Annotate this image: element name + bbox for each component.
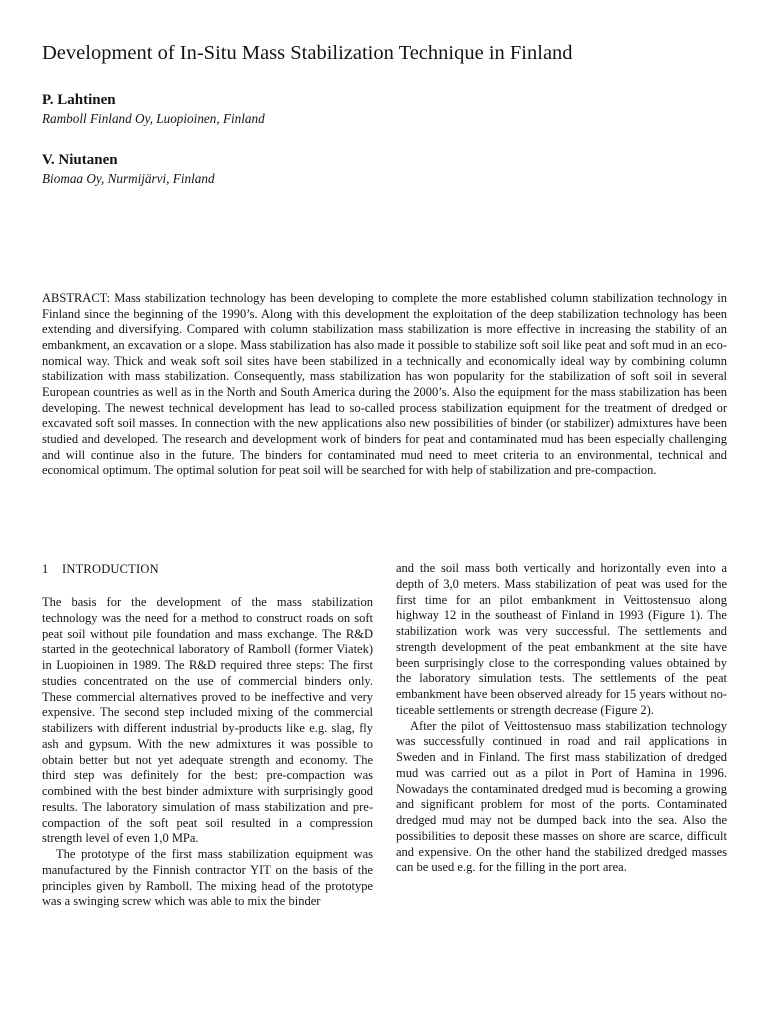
author-affiliation: Biomaa Oy, Nurmijärvi, Finland — [42, 171, 215, 186]
body-paragraph: and the soil mass both vertically and horizontally even into a depth of 3,0 meters. Mass stabilization of peat was used for the first time for an pilot embankment in Veittostensuo along highway 12 in the southeast of Finland in 1993 (Figure 1). The stabilization work was very successful. The settlements and strength development of the peat embankment at the site have been surprisingly close to the corresponding values obtained by the laboratory simulation tests. The settlements of the peat embankment have been observed already for 15 years without noticeable settlements or strength decrease (Figure 2). — [396, 561, 727, 717]
author-name: P. Lahtinen — [42, 92, 116, 108]
right-column — [396, 561, 727, 876]
body-paragraph: The basis for the development of the mass stabilization technology was the need for a method to construct roads on soft peat soil without pile foundation and mass exchange. The R&D started in the geotechnical laboratory of Ramboll (former Viatek) in Luopioinen in 1989. The R&D required three steps: The first studies concentrated on the use of commercial binders only. These commercial alternatives proved to be ineffective and very expensive. The second step included mixing of the commercial stabilizers with different industrial by-products like e.g. slag, fly ash and gypsum. With the new admixtures it was possible to obtain better but not yet adequate strength and economy. The third step was definitely for the best: pre-compaction was combined with the best binder admixture with surprisingly good results. The laboratory simulation of mass stabilization and pre-compaction of the soft peat soil resulted in a compression strength level of even 1,0 MPa. — [42, 595, 373, 846]
body-paragraph: The prototype of the first mass stabilization equipment was manufactured by the Finnish contractor YIT on the basis of the principles given by Ramboll. The mixing head of the prototype was a swinging screw which was able to mix the binder — [42, 847, 373, 909]
paper-title: Development of In-Situ Mass Stabilization Technique in Finland — [42, 42, 573, 64]
section-heading — [42, 561, 373, 577]
body-paragraph: After the pilot of Veittostensuo mass stabilization technology was successfully continued in road and rail applications in Sweden and in Finland. The first mass stabilization of dredged mud was carried out as a pilot in Port of Hamina in 1996. Nowadays the contaminated dredged mud is becoming a growing and significant problem for most of the ports. Contaminated dredged mud may not be dumped back into the sea. Also the possibilities to deposit these masses on shore are scarce, difficult and expensive. On the other hand the stabilized dredged masses can be used e.g. for the filling in the port area. — [396, 718, 727, 875]
author-name: V. Niutanen — [42, 152, 118, 168]
author-block — [42, 91, 642, 127]
left-column — [42, 561, 373, 910]
abstract-text: ABSTRACT: Mass stabilization technology has been developing to complete the more established column stabilization technology in Finland since the beginning of the 1990’s. Along with this development the exploitation of the deep stabilization technology has been extending and diversifying. Compared with column stabilization mass stabilization is more effective in increasing the stability of an embankment, an excavation or a slope. Mass stabilization has also made it possible to stabilize soft soil like peat and soft mud in an economical way. Thick and weak soft soil sites have been stabilized in a technically and economically ideal way by combining column stabilization with mass stabilization. Consequently, mass stabilization has won popularity for the stabilization of soft soil in several European countries as well as in the North and South America during the 2000’s. Also the equipment for the mass stabilization has been developing. The newest technical development has lead to so-called process stabilization equipment for the treatment of dredged or excavated soft soil masses. In connection with the new applications also new possibilities of binder (or stabilizer) admixtures have been studied and developed. The research and development work of binders for peat and contaminated mud has been especially challenging and will continue also in the future. The binders for contaminated mud need to meet criteria to an environmental, technical and economical optimum. The optimal solution for peat soil will be searched for with help of stabilization and pre-compaction. — [42, 291, 727, 478]
section-title: INTRODUCTION — [62, 562, 159, 576]
author-block — [42, 151, 642, 187]
author-affiliation: Ramboll Finland Oy, Luopioinen, Finland — [42, 111, 265, 126]
section-number: 1 — [42, 562, 49, 576]
